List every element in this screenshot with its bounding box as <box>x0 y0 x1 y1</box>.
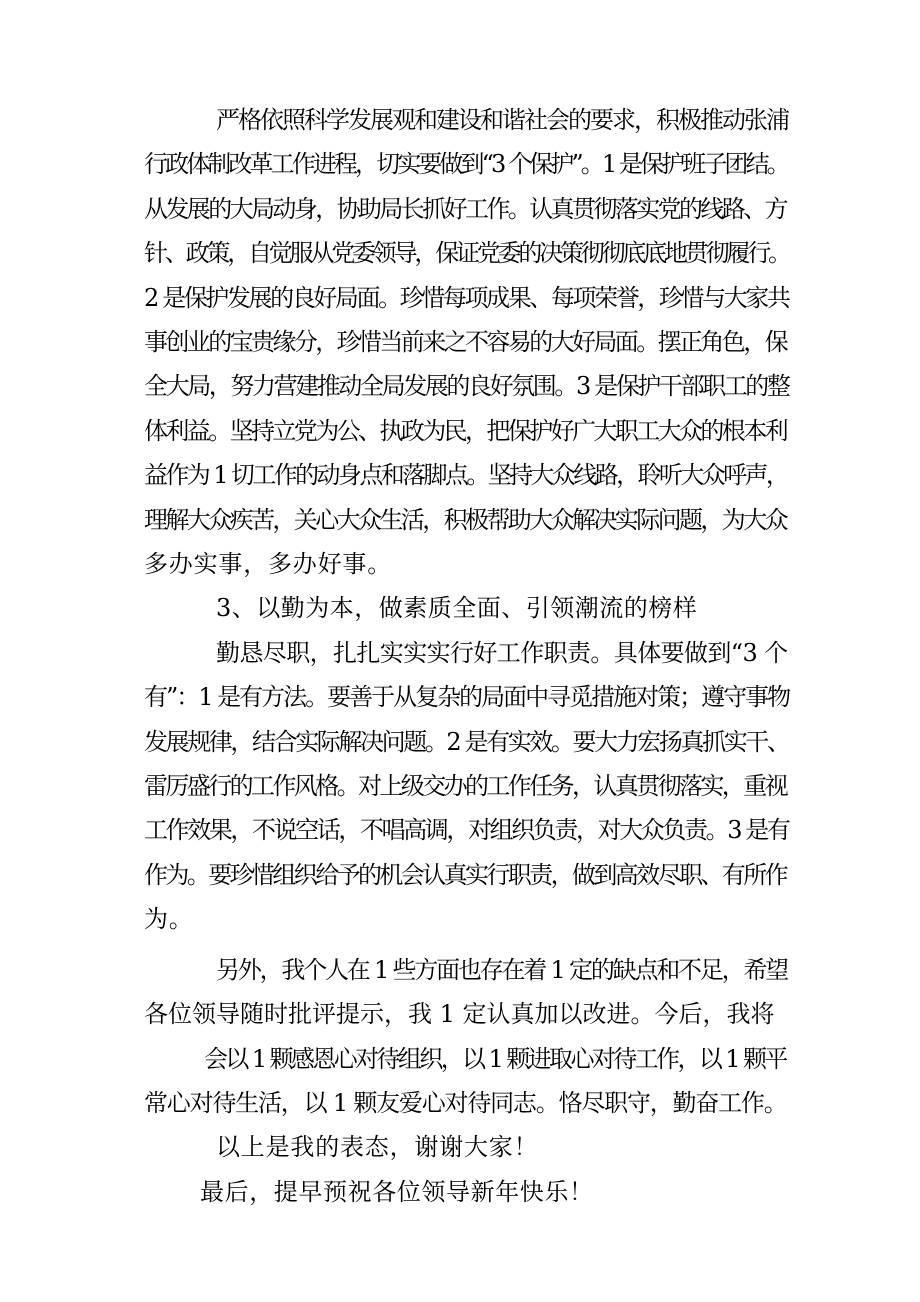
text-line-23: 常心对待生活，以 1 颗友爱心对待同志。恪尽职守，勤奋工作。 <box>144 1089 787 1117</box>
text-line-3: 从发展的大局动身，协助局长抓好工作。认真贯彻落实党的线路、方 <box>144 195 786 223</box>
text-line-21: 各位领导随时批评提示，我 1 定认真加以改进。今后，我将 <box>144 1000 775 1028</box>
text-line-22: 会以 1 颗感恩心对待组织，以 1 颗进取心对待工作，以 1 颗平 <box>204 1045 786 1073</box>
text-line-4: 针、政策，自觉服从党委领导，保证党委的决策彻彻底底地贯彻履行。 <box>144 239 789 267</box>
text-line-25: 最后，提早预祝各位领导新年快乐！ <box>200 1178 594 1206</box>
text-line-2: 行政体制改革工作进程，切实要做到“3 个保护”。1 是保护班子团结。 <box>144 150 788 178</box>
text-line-14: 有”：1 是有方法。要善于从复杂的局面中寻觅措施对策；遵守事物 <box>144 683 790 711</box>
text-line-5: 2 是保护发展的良好局面。珍惜每项成果、每项荣誉，珍惜与大家共 <box>144 284 789 312</box>
section-heading: 3、以勤为本，做素质全面、引领潮流的榜样 <box>216 594 698 622</box>
text-line-24: 以上是我的表态，谢谢大家！ <box>216 1133 539 1161</box>
text-line-20: 另外，我个人在 1 些方面也存在着 1 定的缺点和不足，希望 <box>216 956 788 984</box>
text-line-8: 体利益。坚持立党为公、执政为民，把保护好广大职工大众的根本利 <box>144 417 786 445</box>
text-line-18: 作为。要珍惜组织给予的机会认真实行职责，做到高效尽职、有所作 <box>144 861 786 889</box>
text-line-13: 勤恳尽职，扎扎实实实行好工作职责。具体要做到“3 个 <box>216 639 788 667</box>
text-line-11: 多办实事，多办好事。 <box>144 550 392 578</box>
text-line-15: 发展规律，结合实际解决问题。2 是有实效。要大力宏扬真抓实干、 <box>144 728 789 756</box>
text-line-16: 雷厉盛行的工作风格。对上级交办的工作任务，认真贯彻落实，重视 <box>144 772 786 800</box>
text-line-19: 为。 <box>144 905 194 933</box>
text-line-10: 理解大众疾苦，关心大众生活，积极帮助大众解决实际问题，为大众 <box>144 506 786 534</box>
text-line-9: 益作为 1 切工作的动身点和落脚点。坚持大众线路，聆听大众呼声， <box>144 461 788 489</box>
text-line-6: 事创业的宝贵缘分，珍惜当前来之不容易的大好局面。摆正角色，保 <box>144 328 786 356</box>
text-line-7: 全大局，努力营建推动全局发展的良好氛围。3 是保护干部职工的整 <box>144 372 789 400</box>
text-line-17: 工作效果，不说空话，不唱高调，对组织负责，对大众负责。3 是有 <box>144 816 789 844</box>
text-line-1: 严格依照科学发展观和建设和谐社会的要求，积极推动张浦 <box>216 106 788 134</box>
